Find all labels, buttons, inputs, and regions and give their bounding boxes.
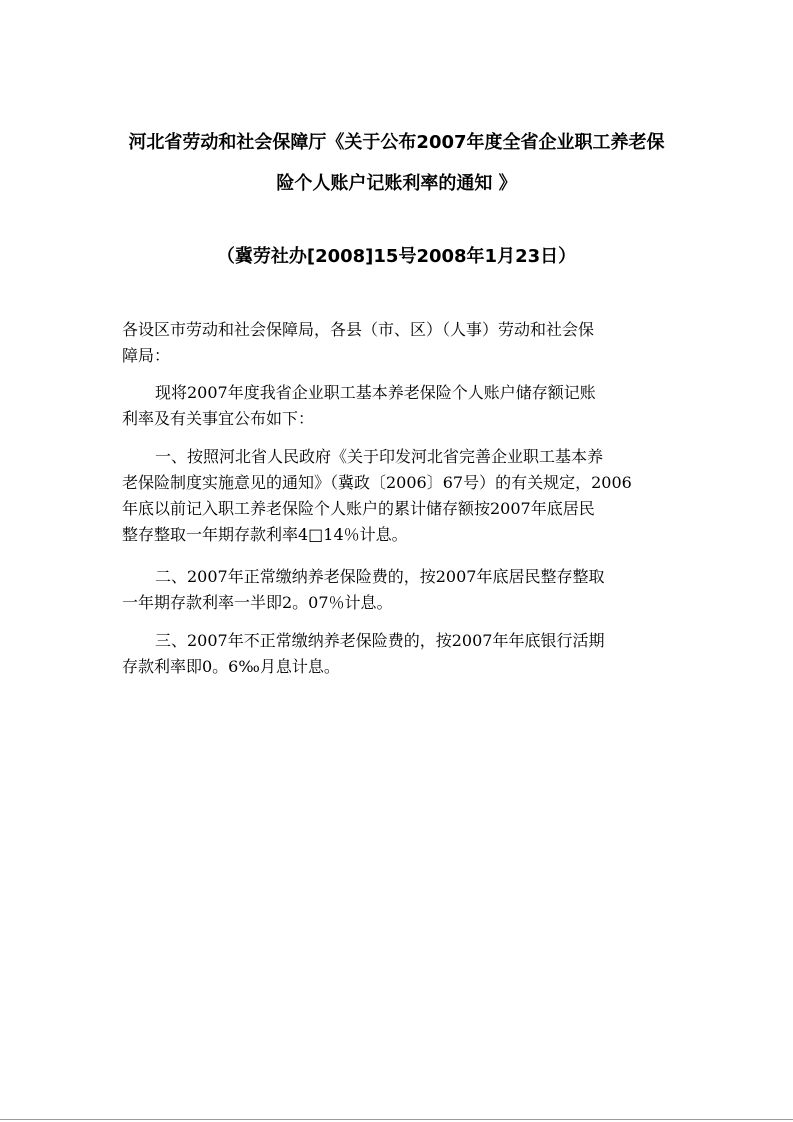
paragraph-line: 存款利率即0。6‰月息计息。	[122, 657, 340, 676]
paragraph-line: 现将2007年度我省企业职工基本养老保险个人账户储存额记账	[155, 383, 596, 402]
paragraph-item-3	[122, 628, 682, 680]
page-bottom-divider	[0, 1119, 793, 1120]
paragraph-line: 一年期存款利率一半即2。07％计息。	[122, 593, 393, 612]
paragraph-line: 老保险制度实施意见的通知》（冀政〔2006〕67号）的有关规定，2006	[122, 473, 632, 492]
document-reference: （冀劳社办[2008]15号2008年1月23日）	[216, 246, 577, 267]
paragraph-line: 年底以前记入职工养老保险个人账户的累计储存额按2007年底居民	[122, 499, 595, 518]
paragraph-line: 二、2007年正常缴纳养老保险费的，按2007年底居民整存整取	[155, 567, 605, 586]
paragraph-item-2	[122, 564, 682, 616]
salutation	[122, 317, 682, 369]
paragraph-line: 整存整取一年期存款利率4□14％计息。	[122, 525, 408, 544]
document-title-line-1: 河北省劳动和社会保障厅《关于公布2007年度全省企业职工养老保	[128, 132, 665, 153]
paragraph-line: 三、2007年不正常缴纳养老保险费的，按2007年年底银行活期	[155, 631, 605, 650]
paragraph-item-1	[122, 444, 682, 548]
document-title-line-2: 险个人账户记账利率的通知 》	[276, 173, 517, 194]
salutation-line: 各设区市劳动和社会保障局，各县（市、区）（人事）劳动和社会保	[122, 320, 595, 339]
salutation-line: 障局：	[122, 346, 171, 365]
paragraph-line: 一、按照河北省人民政府《关于印发河北省完善企业职工基本养	[155, 447, 604, 466]
paragraph-intro	[122, 380, 682, 432]
paragraph-line: 利率及有关事宜公布如下：	[122, 409, 315, 428]
